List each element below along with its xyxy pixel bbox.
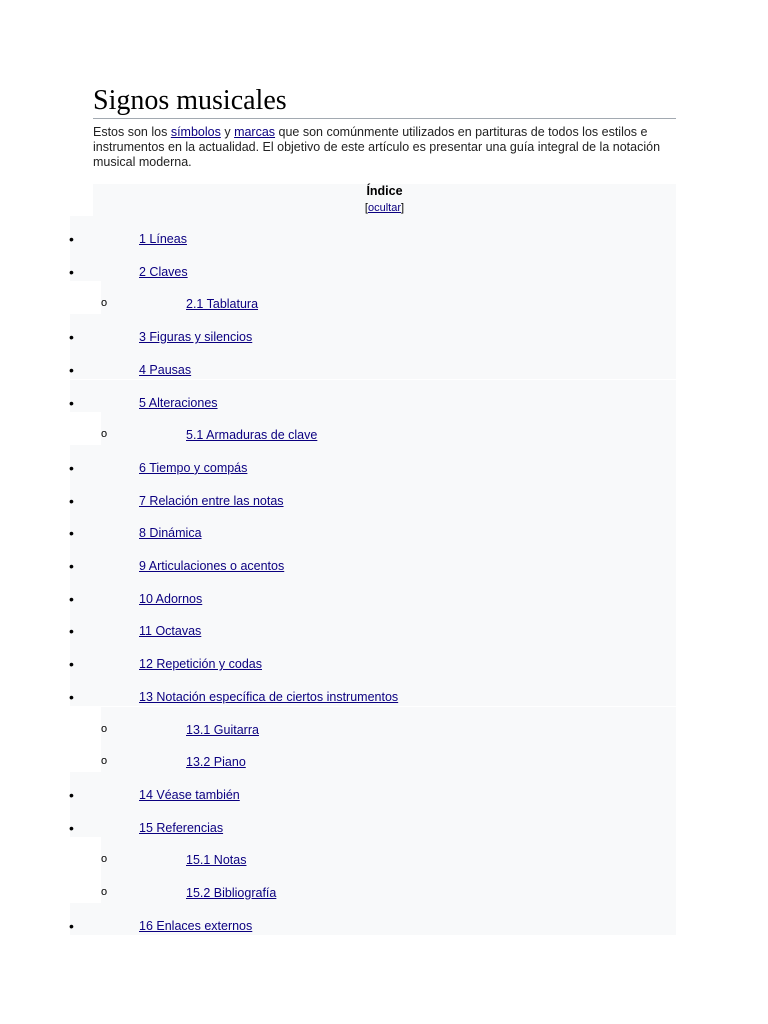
toc-link[interactable]: 5 Alteraciones <box>139 395 218 410</box>
intro-text-1: Estos son los <box>93 125 171 139</box>
disc-bullet-icon: • <box>69 361 74 378</box>
toc-item <box>0 314 768 347</box>
disc-bullet-icon: • <box>69 459 74 476</box>
toc-link[interactable]: 10 Adornos <box>139 591 203 606</box>
toc-link[interactable]: 14 Véase también <box>139 787 240 802</box>
toc-item <box>0 837 768 870</box>
disc-bullet-icon: • <box>69 786 74 803</box>
toc-item <box>0 608 768 641</box>
disc-bullet-icon: • <box>69 688 74 705</box>
toc-title: Índice <box>366 184 403 198</box>
toc-toggle <box>93 202 676 215</box>
toc-header <box>93 184 676 216</box>
disc-bullet-icon: • <box>69 590 74 607</box>
disc-bullet-icon: • <box>69 525 74 542</box>
circle-bullet-icon: o <box>101 886 108 898</box>
toc-item <box>0 478 768 511</box>
circle-bullet-icon: o <box>101 428 108 441</box>
toc-item <box>0 870 768 903</box>
disc-bullet-icon: • <box>69 492 74 509</box>
toc-link[interactable]: 15 Referencias <box>139 820 224 835</box>
disc-bullet-icon: • <box>69 819 74 836</box>
toc-link[interactable]: 5.1 Armaduras de clave <box>186 428 318 443</box>
disc-bullet-icon: • <box>69 558 74 574</box>
toc-item <box>0 380 768 413</box>
toc-link[interactable]: 7 Relación entre las notas <box>139 493 284 508</box>
circle-bullet-icon: o <box>101 297 108 310</box>
toc-link[interactable]: 2 Claves <box>139 264 188 279</box>
toc-link[interactable]: 15.1 Notas <box>186 853 247 868</box>
simbolos-link[interactable]: símbolos <box>170 125 221 139</box>
toc-toggle-close-bracket: ] <box>401 202 405 214</box>
intro-paragraph <box>93 125 678 170</box>
toc-link[interactable]: 16 Enlaces externos <box>139 918 253 933</box>
toc-item <box>0 543 768 576</box>
toc-link[interactable]: 8 Dinámica <box>139 526 202 541</box>
intro-text-3: que son comúnmente utilizados en partituras de todos los estilos e instrumentos en la actualidad. El objetivo de este artículo es presentar una guía integral de la notación musical moderna. <box>93 125 661 169</box>
toc-link[interactable]: 13 Notación específica de ciertos instrumentos <box>139 689 399 704</box>
toc-item <box>0 772 768 805</box>
disc-bullet-icon: • <box>69 623 74 640</box>
toc-item <box>0 641 768 674</box>
toc-item <box>0 510 768 543</box>
marcas-link[interactable]: marcas <box>234 125 276 139</box>
toc-toggle-open-bracket: [ <box>364 202 368 214</box>
toc-link[interactable]: 3 Figuras y silencios <box>139 330 253 345</box>
toc-link[interactable]: 11 Octavas <box>139 624 202 639</box>
toc-item <box>0 739 768 772</box>
toc-link[interactable]: 12 Repetición y codas <box>139 657 262 672</box>
disc-bullet-icon: • <box>69 263 74 280</box>
disc-bullet-icon: • <box>69 329 74 346</box>
toc-link[interactable]: 2.1 Tablatura <box>186 297 259 312</box>
toc-item <box>0 249 768 282</box>
toc-link[interactable]: 13.1 Guitarra <box>186 722 259 737</box>
toc-item <box>0 281 768 314</box>
toc-link[interactable]: 4 Pausas <box>139 362 192 377</box>
toc-link[interactable]: 6 Tiempo y compás <box>139 460 248 475</box>
toc-item <box>0 674 768 707</box>
intro-text-2: y <box>220 125 235 139</box>
disc-bullet-icon: • <box>69 394 74 411</box>
toc-item <box>0 805 768 838</box>
toc-link[interactable]: 1 Líneas <box>139 232 187 246</box>
toc-item <box>0 903 768 936</box>
toc-item <box>0 216 768 249</box>
toc-item <box>0 347 768 380</box>
disc-bullet-icon: • <box>69 917 74 934</box>
toc-item <box>0 576 768 609</box>
toc-item <box>0 412 768 445</box>
disc-bullet-icon: • <box>69 656 74 673</box>
toc-link[interactable]: 13.2 Piano <box>186 755 246 770</box>
toc-link[interactable]: 9 Articulaciones o acentos <box>139 559 285 573</box>
circle-bullet-icon: o <box>101 853 108 866</box>
toc-item <box>0 707 768 740</box>
page-title: Signos musicales <box>93 84 676 119</box>
toc-item <box>0 445 768 478</box>
toc-hide-link[interactable]: ocultar <box>367 202 402 214</box>
circle-bullet-icon: o <box>101 755 108 768</box>
disc-bullet-icon: • <box>69 231 74 247</box>
circle-bullet-icon: o <box>101 722 108 735</box>
toc-link[interactable]: 15.2 Bibliografía <box>186 886 277 900</box>
